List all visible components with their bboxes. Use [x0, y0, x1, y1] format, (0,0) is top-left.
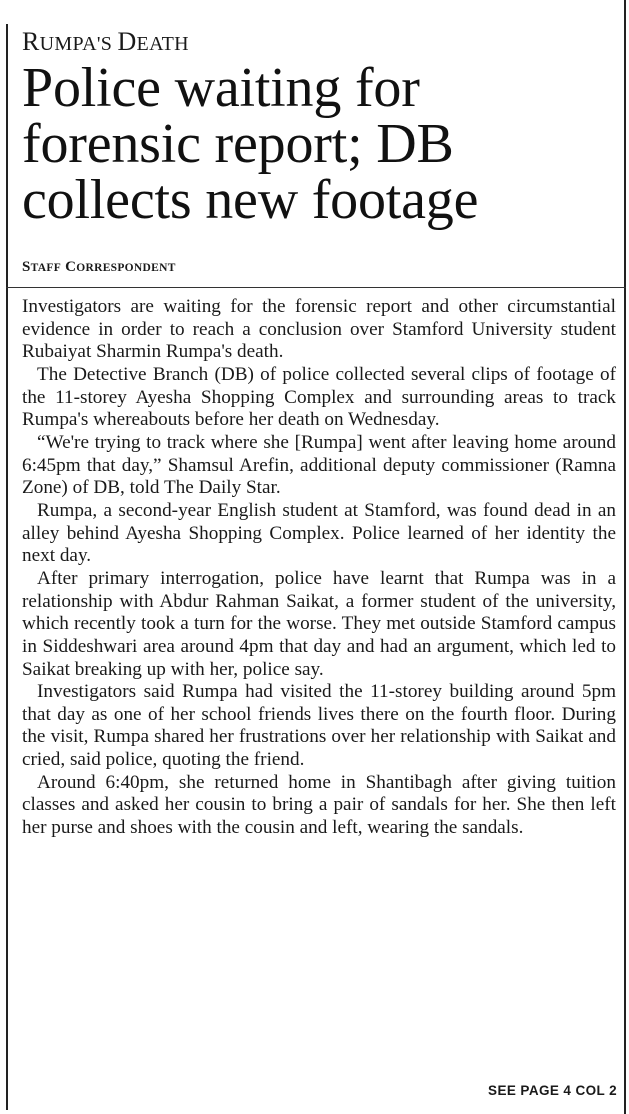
- headline-line: Police waiting for: [22, 57, 420, 119]
- headline-line: collects new footage: [22, 169, 479, 231]
- paragraph: After primary interrogation, police have learnt that Rumpa was in a relationship with Abdur Rahman Saikat, a former student of the university, which recently took a turn for the worse. They met outside Stamford campus in Siddeshwari area around 4pm that day and had an argument, which led to Saikat breaking up with her, police say.: [22, 567, 616, 680]
- right-column-rule: [624, 0, 626, 1114]
- left-column-rule: [6, 24, 8, 1110]
- paragraph: Around 6:40pm, she returned home in Shantibagh after giving tuition classes and asked her cousin to bring a pair of sandals for her. She then left her purse and shoes with the cousin and left, wearing the sandals.: [22, 771, 616, 839]
- paragraph: Investigators said Rumpa had visited the 11-storey building around 5pm that day as one of her school friends lives there on the fourth floor. During the visit, Rumpa shared her frustrations over her relationship with Saikat and cried, said police, quoting the friend.: [22, 681, 616, 771]
- paragraph: The Detective Branch (DB) of police collected several clips of footage of the 11-storey Ayesha Shopping Complex and surrounding areas to track Rumpa's whereabouts before her death on Wednesday.: [22, 363, 616, 431]
- paragraph: “We're trying to track where she [Rumpa] went after leaving home around 6:45pm that day,” Shamsul Arefin, additional deputy commissioner (Ramna Zone) of DB, told The Daily Star.: [22, 431, 616, 499]
- paragraph: Rumpa, a second-year English student at Stamford, was found dead in an alley behind Ayesha Shopping Complex. Police learned of her identity the next day.: [22, 499, 616, 567]
- byline: STAFF CORRESPONDENT: [22, 259, 176, 275]
- headline-line: forensic report; DB: [22, 113, 454, 175]
- kicker: RUMPA'S DEATH: [22, 27, 189, 56]
- article-body: [22, 296, 616, 840]
- continuation-jump: SEE PAGE 4 COL 2: [488, 1083, 617, 1098]
- paragraph: Investigators are waiting for the forensic report and other circumstantial evidence in order to reach a conclusion over Stamford University student Rubaiyat Sharmin Rumpa's death.: [22, 296, 616, 363]
- byline-divider: [6, 287, 626, 288]
- headline: [22, 57, 622, 231]
